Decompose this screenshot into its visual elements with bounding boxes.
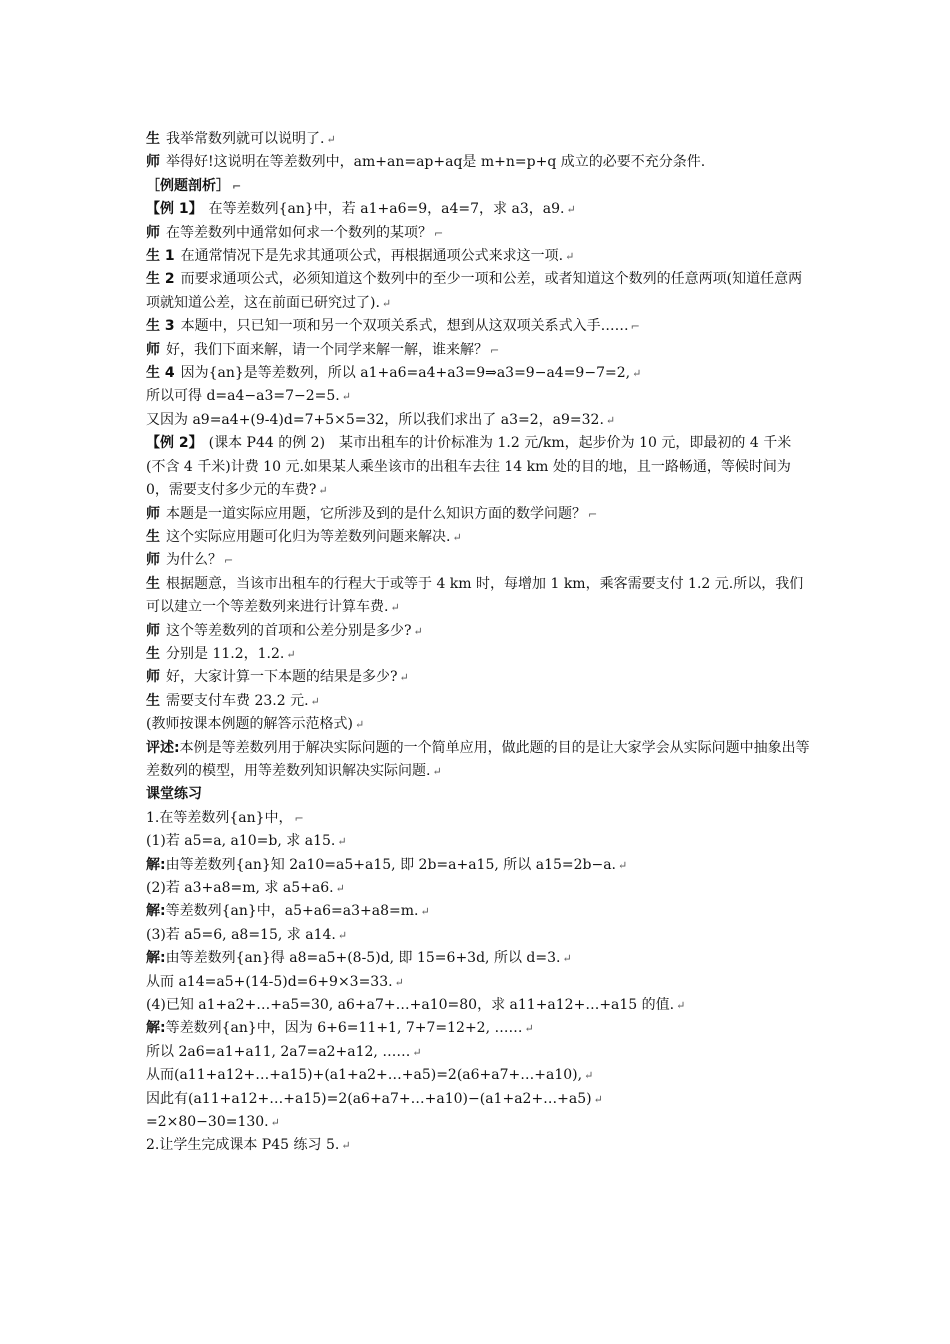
exercise-line: [146, 1134, 810, 1157]
line-text: 在通常情况下是先求其通项公式，再根据通项公式来求这一项.: [180, 248, 564, 265]
dialogue-line: [146, 245, 810, 268]
speaker-label: 生 2: [146, 271, 175, 288]
text-line: [146, 1041, 810, 1064]
text-line: [146, 385, 810, 408]
text-line: [146, 1088, 810, 1111]
speaker-label: 生 3: [146, 318, 175, 335]
paragraph-mark-icon: ⌐: [490, 343, 500, 357]
paragraph-mark-icon: ↵: [399, 671, 409, 685]
paragraph-mark-icon: ⌐: [434, 226, 444, 240]
dialogue-line: [146, 503, 810, 526]
line-text: 等差数列{an}中，a5+a6=a3+a8=m.: [165, 903, 419, 920]
line-text: 因为{an}是等差数列，所以 a1+a6=a4+a3=9⇒a3=9−a4=9−7=2,: [180, 365, 631, 382]
paragraph-mark-icon: ⌐: [630, 320, 640, 334]
line-text: 从而 a14=a5+(14-5)d=6+9×3=33.: [146, 973, 393, 990]
line-text: 所以 2a6=a1+a11, 2a7=a2+a12, ……: [146, 1043, 411, 1060]
example-label: 【例 2】: [146, 435, 203, 452]
paragraph-mark-icon: ↵: [566, 203, 576, 217]
line-text: (课本 P44 的例 2) 某市出租车的计价标准为 1.2 元/km，起步价为 10 元，即最初的 4 千米(不含 4 千米)计费 10 元.如果某人乘坐该市的出租车去往 14 km 处的目的地，且一路畅通，等候时间为 0，需要支付多少元的车费?: [146, 435, 792, 499]
speaker-label: 师: [146, 669, 160, 686]
paragraph-mark-icon: ↵: [341, 390, 351, 404]
paragraph-mark-icon: ↵: [337, 928, 348, 942]
exercise-line: [146, 994, 810, 1017]
speaker-label: 生: [146, 645, 160, 662]
speaker-label: 师: [146, 552, 160, 569]
paragraph-mark-icon: ↵: [326, 133, 336, 146]
line-text: 1.在等差数列{an}中，: [146, 809, 293, 826]
paragraph-mark-icon: ↵: [286, 647, 296, 661]
paragraph-mark-icon: ↵: [412, 1045, 422, 1059]
dialogue-line: [146, 339, 810, 362]
paragraph-mark-icon: ↵: [318, 484, 328, 498]
paragraph-mark-icon: ↵: [413, 624, 423, 638]
line-text: (2)若 a3+a8=m, 求 a5+a6.: [146, 880, 334, 896]
paragraph-mark-icon: ↵: [341, 1139, 351, 1153]
paragraph-mark-icon: ↵: [270, 1116, 280, 1130]
line-text: 所以可得 d=a4−a3=7−2=5.: [146, 388, 340, 405]
paragraph-mark-icon: ⌐: [294, 811, 304, 825]
section-heading: [146, 175, 810, 198]
line-text: (1)若 a5=a, a10=b, 求 a15.: [146, 833, 336, 850]
line-text: 在等差数列{an}中，若 a1+a6=9，a4=7，求 a3，a9.: [208, 201, 565, 218]
paragraph-mark-icon: ↵: [335, 882, 345, 895]
exercise-line: [146, 830, 810, 853]
speaker-label: 生: [146, 692, 160, 709]
line-text: 课堂练习: [146, 786, 202, 803]
line-text: 分别是 11.2，1.2.: [166, 645, 285, 662]
dialogue-line: [146, 690, 810, 713]
speaker-label: 生: [146, 131, 160, 147]
example-line: [146, 198, 810, 221]
line-text: 而要求通项公式，必须知道这个数列中的至少一项和公差，或者知道这个数列的任意两项(知道任意两项就知道公差，这在前面已研究过了).: [146, 271, 803, 311]
solution-label: 解:: [146, 856, 166, 873]
line-text: 需要支付车费 23.2 元.: [166, 692, 309, 709]
line-text: 好，大家计算一下本题的结果是多少?: [166, 669, 398, 686]
paragraph-mark-icon: ↵: [394, 975, 404, 989]
exercise-line: [146, 807, 810, 830]
line-text: 由等差数列{an}知 2a10=a5+a15, 即 2b=a+a15, 所以 a15=2b−a.: [165, 856, 617, 873]
line-text: 从而(a11+a12+…+a15)+(a1+a2+…+a5)=2(a6+a7+…+a10),: [146, 1067, 583, 1084]
paragraph-mark-icon: ↵: [524, 1022, 534, 1036]
paragraph-mark-icon: ↵: [605, 413, 616, 427]
solution-line: [146, 947, 810, 970]
paragraph-mark-icon: ↵: [310, 694, 320, 708]
speaker-label: 生 1: [146, 248, 175, 265]
line-text: 这个等差数列的首项和公差分别是多少?: [166, 622, 412, 639]
dialogue-line: [146, 315, 810, 338]
line-text: =2×80−30=130.: [146, 1114, 269, 1131]
solution-line: [146, 900, 810, 923]
text-line: [146, 1111, 810, 1134]
text-line: [146, 713, 810, 736]
line-text: ［例题剖析］: [146, 177, 230, 194]
paragraph-mark-icon: ↵: [337, 835, 347, 849]
line-text: 2.让学生完成课本 P45 练习 5.: [146, 1137, 340, 1154]
dialogue-line: [146, 151, 810, 174]
line-text: 好，我们下面来解，请一个同学来解一解，谁来解？: [166, 341, 488, 358]
speaker-label: 师: [146, 224, 160, 241]
dialogue-line: [146, 573, 810, 620]
section-heading: [146, 783, 810, 806]
dialogue-line: [146, 643, 810, 666]
solution-label: 解:: [146, 1020, 166, 1037]
commentary-label: 评述:: [146, 739, 180, 756]
paragraph-mark-icon: ↵: [381, 296, 392, 310]
text-line: [146, 971, 810, 994]
dialogue-line: [146, 222, 810, 245]
line-text: 这个实际应用题可化归为等差数列问题来解决.: [166, 528, 451, 545]
paragraph-mark-icon: ↵: [562, 952, 572, 966]
dialogue-line: [146, 620, 810, 643]
paragraph-mark-icon: ↵: [354, 718, 365, 732]
line-text: 因此有(a11+a12+…+a15)=2(a6+a7+…+a10)−(a1+a2+…+a5): [146, 1090, 592, 1107]
dialogue-line: [146, 268, 810, 315]
line-text: 等差数列{an}中，因为 6+6=11+1, 7+7=12+2, ……: [165, 1020, 523, 1037]
paragraph-mark-icon: ↵: [565, 250, 575, 264]
speaker-label: 生 4: [146, 365, 175, 382]
line-text: 本题中，只已知一项和另一个双项关系式，想到从这双项关系式入手……: [180, 318, 629, 335]
example-label: 【例 1】: [146, 201, 203, 218]
solution-line: [146, 1017, 810, 1040]
line-text: (教师按课本例题的解答示范格式): [146, 716, 353, 733]
line-text: 我举常数列就可以说明了.: [166, 131, 325, 147]
line-text: 又因为 a9=a4+(9-4)d=7+5×5=32，所以我们求出了 a3=2，a9=32.: [146, 411, 604, 428]
exercise-line: [146, 877, 810, 900]
paragraph-mark-icon: ⌐: [224, 554, 234, 568]
line-text: 由等差数列{an}得 a8=a5+(8-5)d, 即 15=6+3d, 所以 d=3.: [165, 950, 561, 967]
line-text: 为什么？: [166, 552, 222, 569]
solution-label: 解:: [146, 950, 166, 967]
line-text: 本题是一道实际应用题，它所涉及到的是什么知识方面的数学问题？: [166, 505, 586, 522]
dialogue-line: [146, 549, 810, 572]
line-text: 举得好!这说明在等差数列中，am+an=ap+aq是 m+n=p+q 成立的必要不充分条件.: [166, 154, 706, 171]
paragraph-mark-icon: ↵: [432, 764, 442, 778]
example-line: [146, 432, 810, 502]
paragraph-mark-icon: ⌐: [588, 507, 598, 521]
dialogue-line: [146, 128, 810, 151]
paragraph-mark-icon: ↵: [584, 1069, 594, 1083]
dialogue-line: [146, 526, 810, 549]
paragraph-mark-icon: ↵: [676, 999, 686, 1013]
text-line: [146, 409, 810, 432]
line-text: 本例是等差数列用于解决实际问题的一个简单应用，做此题的目的是让大家学会从实际问题中抽象出等差数列的模型，用等差数列知识解决实际问题.: [146, 739, 810, 779]
speaker-label: 师: [146, 505, 160, 522]
dialogue-line: [146, 666, 810, 689]
paragraph-mark-icon: ↵: [390, 601, 400, 615]
speaker-label: 生: [146, 575, 160, 592]
speaker-label: 师: [146, 622, 160, 639]
speaker-label: 师: [146, 341, 160, 358]
speaker-label: 师: [146, 154, 160, 171]
line-text: (4)已知 a1+a2+…+a5=30, a6+a7+…+a10=80，求 a11+a12+…+a15 的值.: [146, 997, 675, 1014]
dialogue-line: [146, 362, 810, 385]
paragraph-mark-icon: ↵: [618, 858, 628, 872]
commentary-line: [146, 737, 810, 784]
paragraph-mark-icon: ↵: [452, 530, 462, 544]
paragraph-mark-icon: ⌐: [232, 179, 242, 193]
speaker-label: 生: [146, 528, 160, 545]
solution-line: [146, 854, 810, 877]
paragraph-mark-icon: ↵: [593, 1092, 603, 1106]
paragraph-mark-icon: ↵: [632, 367, 642, 381]
text-line: [146, 1064, 810, 1087]
line-text: (3)若 a5=6, a8=15, 求 a14.: [146, 926, 336, 943]
solution-label: 解:: [146, 903, 166, 920]
paragraph-mark-icon: ↵: [420, 905, 430, 919]
line-text: 根据题意，当该市出租车的行程大于或等于 4 km 时，每增加 1 km，乘客需要支付 1.2 元.所以，我们可以建立一个等差数列来进行计算车费.: [146, 575, 804, 616]
line-text: 在等差数列中通常如何求一个数列的某项？: [166, 224, 432, 241]
document-body: [146, 128, 810, 1158]
exercise-line: [146, 924, 810, 947]
